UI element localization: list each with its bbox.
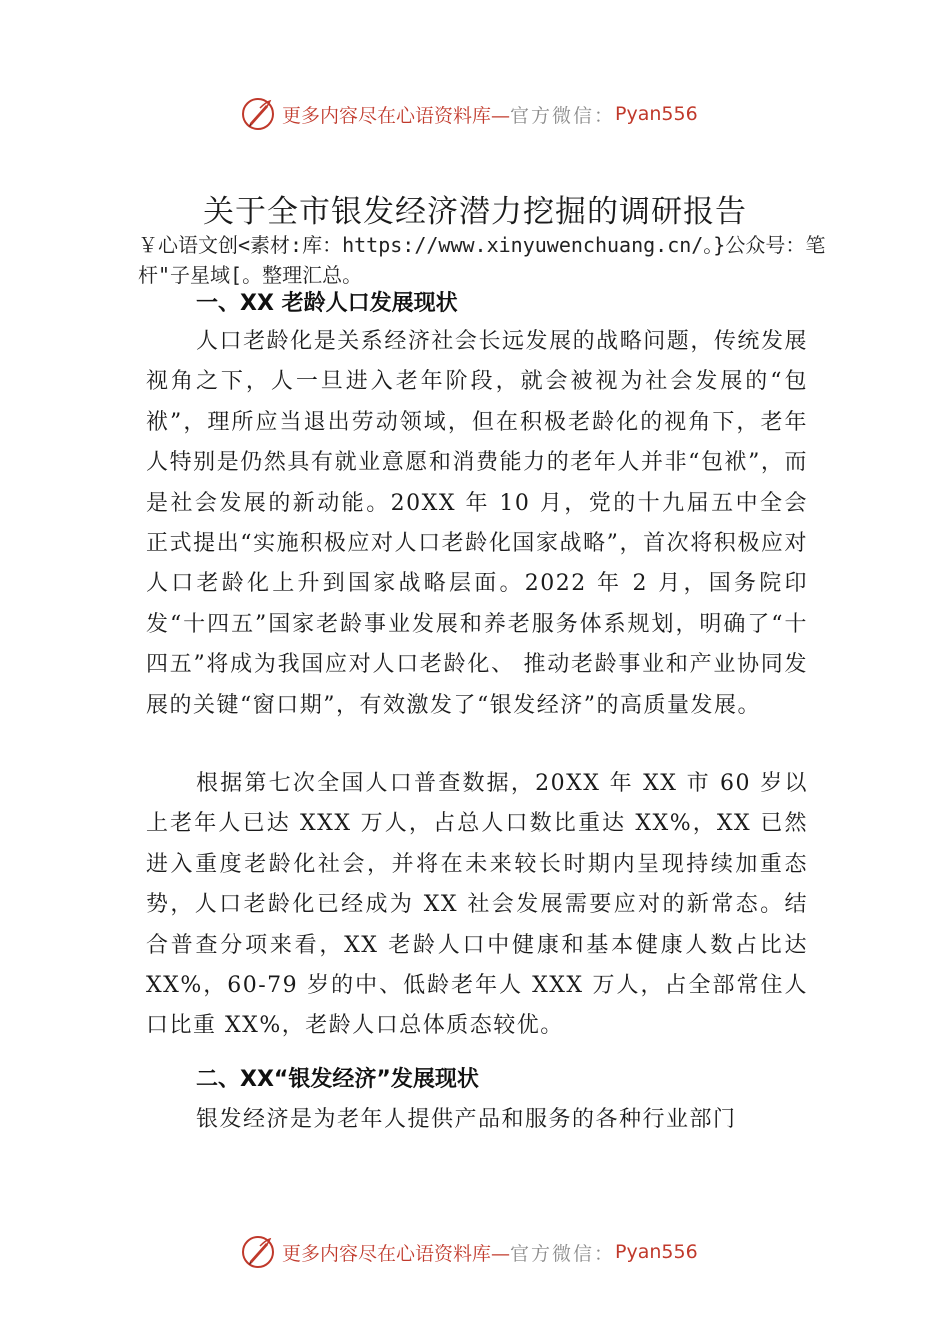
banner-text: 更多内容尽在心语资料库—: [282, 104, 511, 127]
quill-pen-logo-icon: [240, 96, 276, 132]
quill-pen-logo-icon: [240, 1234, 276, 1270]
banner-text: 更多内容尽在心语资料库—: [282, 1242, 511, 1265]
paragraph-2: 根据第七次全国人口普查数据，20XX 年 XX 市 60 岁以上老年人已达 XXX 万人，占总人口数比重达 XX%，XX 已然进入重度老龄化社会，并将在未来较长时期内呈现持续加重态势，人口老龄化已经成为 XX 社会发展需要应对的新常态。结合普查分项来看，XX 老龄人口中健康和基本健康人数占比达 XX%，60-79 岁的中、低龄老年人 XXX 万人，占全部常住人口比重 XX%，老龄人口总体质态较优。: [146, 771, 808, 1039]
footer-watermark-banner: [240, 1230, 760, 1274]
source-line: ￥心语文创<素材:库：https://www.xinyuwenchuang.cn/。}公众号：笔杆"子星域[。整理汇总。: [138, 233, 826, 287]
paragraph-3: 银发经济是为老年人提供产品和服务的各种行业部门: [196, 1107, 737, 1132]
banner-wechat-id: Pyan556: [615, 103, 698, 125]
banner-wechat-id: Pyan556: [615, 1241, 698, 1263]
banner-wechat-label: 官方微信：: [510, 104, 616, 127]
paragraph-1: 人口老龄化是关系经济社会长远发展的战略问题，传统发展视角之下，人一旦进入老年阶段，就会被视为社会发展的“包袱”，理所应当退出劳动领域，但在积极老龄化的视角下，老年人特别是仍然具有就业意愿和消费能力的老年人并非“包袱”，而是社会发展的新动能。20XX 年 10 月，党的十九届五中全会正式提出“实施积极应对人口老龄化国家战略”，首次将积极应对人口老龄化上升到国家战略层面。2022 年 2 月，国务院印发“十四五”国家老龄事业发展和养老服务体系规划，明确了“十四五”将成为我国应对人口老龄化、 推动老龄事业和产业协同发展的关键“窗口期”，有效激发了“银发经济”的高质量发展。: [146, 329, 808, 718]
header-watermark-banner: [240, 92, 760, 136]
section-heading-2: 二、XX“银发经济”发展现状: [196, 1067, 479, 1092]
document-title: 关于全市银发经济潜力挖掘的调研报告: [203, 194, 747, 230]
section-heading-1: 一、XX 老龄人口发展现状: [196, 291, 458, 316]
banner-wechat-label: 官方微信：: [510, 1242, 616, 1265]
